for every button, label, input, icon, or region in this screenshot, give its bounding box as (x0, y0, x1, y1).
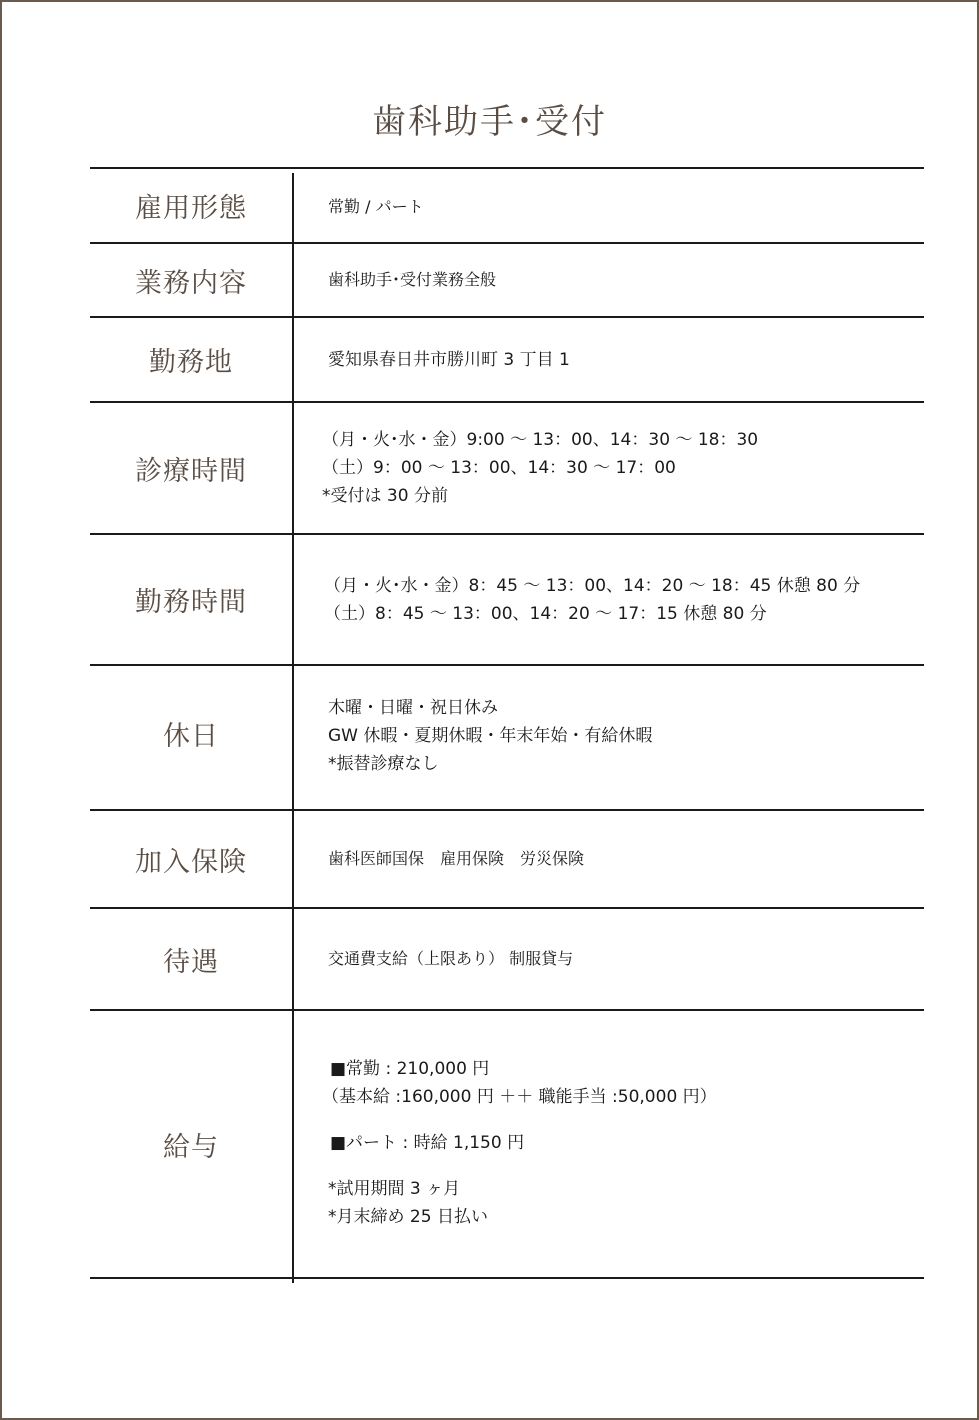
column-divider (292, 909, 294, 1011)
row-label: 加入保険 (135, 846, 247, 878)
value-line: （月・火･水・金）9:00 ～ 13：00、14：30 ～ 18：30 (322, 430, 759, 450)
row-value (292, 666, 924, 809)
row-label: 雇用形態 (135, 193, 247, 224)
value-line: （土）9：00 ～ 13：00、14：30 ～ 17：00 (322, 458, 676, 478)
value-line: *振替診療なし (328, 754, 439, 774)
row-value (292, 244, 924, 316)
row-value (292, 535, 924, 664)
row-salary (90, 1009, 924, 1279)
row-label: 勤務時間 (135, 587, 247, 618)
row-insurance (90, 809, 924, 907)
value-line: 歯科助手･受付業務全般 (328, 270, 497, 289)
value-line: （土）8：45 ～ 13：00、14：20 ～ 17：15 休憩 80 分 (324, 603, 767, 624)
spacer (328, 1157, 924, 1175)
column-divider (292, 535, 294, 666)
row-label: 業務内容 (135, 267, 247, 299)
row-label: 勤務地 (149, 347, 233, 378)
row-value (292, 909, 924, 1009)
column-divider (292, 173, 294, 244)
row-value (292, 169, 924, 242)
row-working-hours (90, 533, 924, 664)
value-line: 歯科医師国保 雇用保険 労災保険 (328, 849, 585, 868)
row-label: 給与 (163, 1131, 219, 1163)
row-work-location (90, 316, 924, 401)
page-title: 歯科助手･受付 (372, 102, 607, 142)
value-line: ■常勤 : 210,000 円 (330, 1059, 490, 1079)
value-line: （月・火･水・金）8：45 ～ 13：00、14：20 ～ 18：45 休憩 80 分 (324, 575, 861, 596)
row-label: 診療時間 (135, 455, 247, 487)
row-value (292, 403, 924, 533)
row-value (292, 318, 924, 401)
value-line: 愛知県春日井市勝川町 3 丁目 1 (328, 349, 570, 370)
column-divider (292, 666, 294, 811)
value-line: 木曜・日曜・祝日休み (328, 698, 498, 718)
row-label: 待遇 (163, 946, 219, 978)
row-employment-type (90, 167, 924, 242)
value-line: GW 休暇・夏期休暇・年末年始・有給休暇 (328, 726, 653, 746)
row-job-description (90, 242, 924, 316)
row-holidays (90, 664, 924, 809)
value-line: 常勤 / パート (328, 197, 424, 216)
column-divider (292, 1011, 294, 1283)
row-benefits (90, 907, 924, 1009)
value-line: *試用期間 3 ヶ月 (328, 1179, 461, 1199)
job-details-table (90, 167, 924, 1279)
spacer (328, 1111, 924, 1129)
column-divider (292, 403, 294, 535)
row-value (292, 1011, 924, 1277)
row-label: 休日 (163, 721, 219, 752)
row-value (292, 811, 924, 907)
column-divider (292, 811, 294, 909)
value-line: 交通費支給（上限あり） 制服貸与 (328, 949, 574, 968)
column-divider (292, 244, 294, 318)
value-line: *受付は 30 分前 (322, 486, 448, 506)
row-clinic-hours (90, 401, 924, 533)
value-line: （基本給 :160,000 円 ＋＋ 職能手当 :50,000 円） (322, 1087, 717, 1107)
value-line: ■パート : 時給 1,150 円 (330, 1133, 525, 1153)
value-line: *月末締め 25 日払い (328, 1207, 488, 1227)
column-divider (292, 318, 294, 403)
